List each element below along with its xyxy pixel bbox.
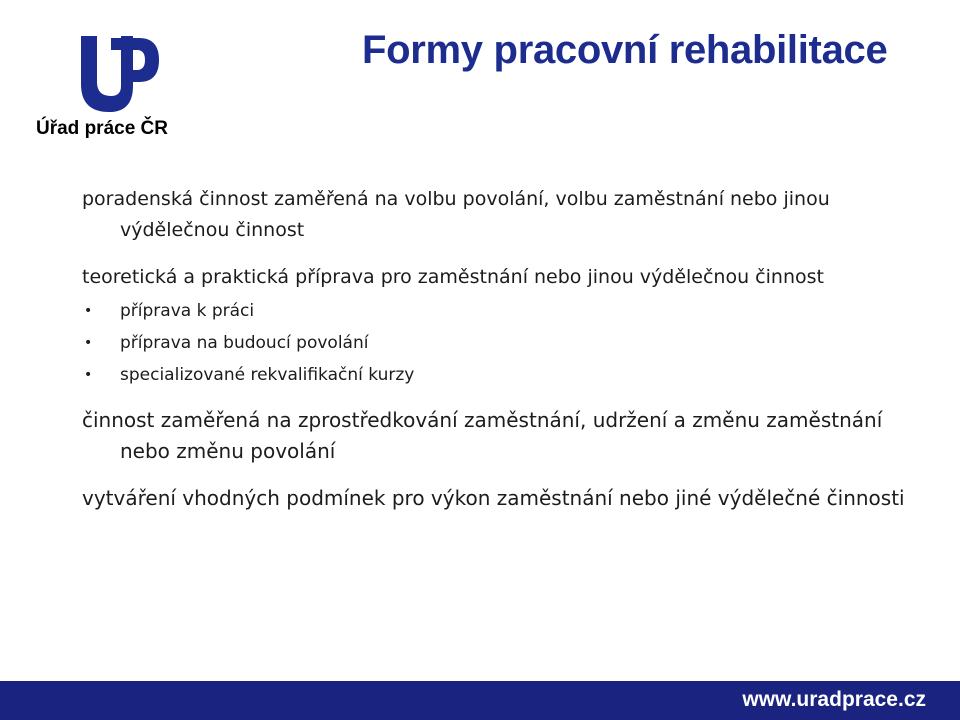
content-list: [82, 184, 922, 514]
list-item: vytváření vhodných podmínek pro výkon zaměstnání nebo jiné výdělečné činnosti: [82, 486, 905, 510]
bullet-dot-icon: •: [84, 303, 93, 319]
footer-url: www.uradprace.cz: [742, 688, 926, 711]
footer-bar: [0, 681, 960, 720]
list-item: činnost zaměřená na zprostředkování zaměstnání, udržení a změnu zaměstnání nebo změnu povolání: [82, 408, 883, 463]
bullet-dot-icon: •: [84, 367, 93, 383]
sub-list-item-label: příprava na budoucí povolání: [120, 333, 369, 353]
sub-list-item-label: příprava k práci: [120, 301, 255, 321]
bullet-dot-icon: •: [84, 335, 93, 351]
list-item: poradenská činnost zaměřená na volbu povolání, volbu zaměstnání nebo jinou výdělečnou činnost: [82, 188, 830, 241]
sub-list-item: [82, 297, 922, 325]
logo: [36, 36, 196, 146]
list-item: teoretická a praktická příprava pro zaměstnání nebo jinou výdělečnou činnost: [82, 266, 824, 288]
sub-list-item: [82, 361, 922, 389]
page-title: Formy pracovní rehabilitace: [362, 28, 888, 72]
logo-text: Úřad práce ČR: [36, 118, 168, 139]
sub-list-item: [82, 329, 922, 357]
up-logo-icon: [81, 36, 161, 114]
sub-list-item-label: specializované rekvalifikační kurzy: [120, 365, 415, 385]
